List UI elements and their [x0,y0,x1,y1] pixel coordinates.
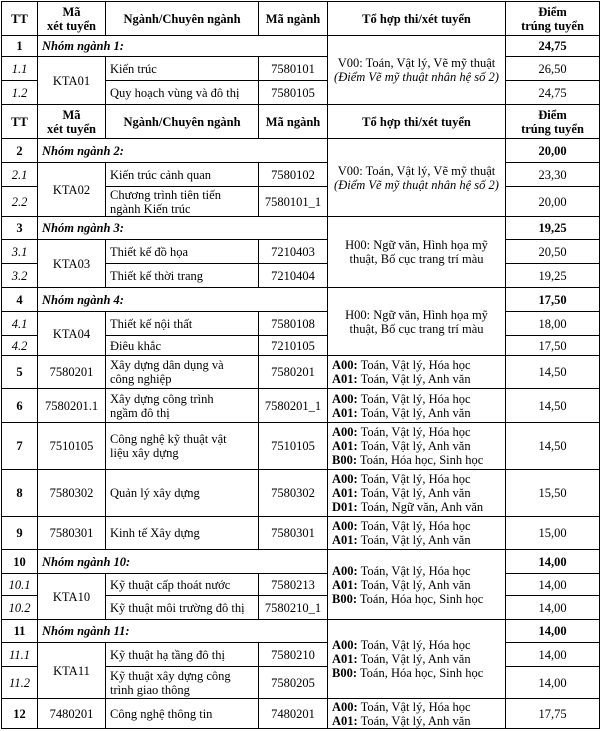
nganh-name: Kỹ thuật môi trường đô thị [106,596,259,620]
nganh-name: Thiết kế nội thất [106,312,259,336]
table-row [2,57,600,81]
combo-cell: H00: Ngữ văn, Hình họa mỹ thuật, Bố cục trang trí màu [328,288,506,356]
group-tt: 1 [2,36,38,57]
row-tt: 5 [2,356,38,389]
nganh-name: Xây dựng dân dụng và công nghiệp [106,356,259,389]
table-row [2,643,600,667]
ma-nganh: 7580102 [259,163,328,187]
nganh-name: Kiến trúc [106,57,259,81]
ma-nganh: 7580301 [259,517,328,550]
table-row [2,240,600,264]
header-tt: TT [2,2,38,36]
group-tt: 11 [2,620,38,643]
group-score: 14,00 [506,550,600,574]
group-score: 14,00 [506,620,600,643]
header-nganh: Ngành/Chuyên ngành [106,105,259,139]
sub-tt: 3.1 [2,240,38,264]
row-tt: 7 [2,423,38,470]
table-row [2,389,600,423]
group-score: 19,25 [506,217,600,240]
nganh-name: Kỹ thuật cấp thoát nước [106,574,259,596]
sub-tt: 3.2 [2,264,38,288]
ma-xet-tuyen: 7580201.1 [38,389,106,423]
score: 14,50 [506,423,600,470]
ma-xet-tuyen: KTA04 [38,312,106,356]
group-tt: 10 [2,550,38,574]
header-row-repeat [2,105,600,139]
row-tt: 12 [2,699,38,729]
header-ma-nganh: Mã ngành [259,2,328,36]
score: 26,50 [506,57,600,81]
ma-nganh: 7580201 [259,356,328,389]
group-score: 24,75 [506,36,600,57]
nganh-name: Kiến trúc cảnh quan [106,163,259,187]
ma-xet-tuyen: 7580302 [38,470,106,517]
table-row [2,470,600,517]
group-title: Nhóm ngành 10: [38,550,328,574]
score: 14,00 [506,596,600,620]
nganh-name: Công nghệ kỹ thuật vật liệu xây dựng [106,423,259,470]
score: 24,75 [506,81,600,105]
group-title: Nhóm ngành 2: [38,139,328,163]
group-title: Nhóm ngành 1: [38,36,328,57]
score: 23,30 [506,163,600,187]
group-tt: 4 [2,288,38,312]
table-row [2,312,600,336]
nganh-name: Kinh tế Xây dựng [106,517,259,550]
ma-nganh: 7210403 [259,240,328,264]
score: 20,00 [506,187,600,217]
combo-cell: A00: Toán, Vật lý, Hóa học A01: Toán, Vật lý, Anh văn [328,389,506,423]
group-row [2,288,600,312]
combo-cell: A00: Toán, Vật lý, Hóa học A01: Toán, Vật lý, Anh văn B00: Toán, Hóa học, Sinh học [328,423,506,470]
ma-nganh: 7580201_1 [259,389,328,423]
ma-xet-tuyen: KTA11 [38,643,106,699]
ma-nganh: 7580105 [259,81,328,105]
sub-tt: 4.1 [2,312,38,336]
score: 19,25 [506,264,600,288]
header-diem: Điểm trúng tuyển [506,105,600,139]
header-diem: Điểm trúng tuyển [506,2,600,36]
nganh-name: Điêu khắc [106,336,259,356]
combo-cell: A00: Toán, Vật lý, Hóa học A01: Toán, Vật lý, Anh văn B00: Toán, Hóa học, Sinh học [328,620,506,699]
sub-tt: 10.2 [2,596,38,620]
table-row [2,574,600,596]
combo-cell: A00: Toán, Vật lý, Hóa học A01: Toán, Vật lý, Anh văn [328,699,506,729]
group-score: 17,50 [506,288,600,312]
table-row [2,517,600,550]
sub-tt: 11.1 [2,643,38,667]
score: 14,00 [506,574,600,596]
ma-nganh: 7580210_1 [259,596,328,620]
score: 14,50 [506,389,600,423]
row-tt: 6 [2,389,38,423]
score: 17,50 [506,336,600,356]
score: 20,50 [506,240,600,264]
table-row [2,356,600,389]
score: 14,50 [506,356,600,389]
ma-nganh: 7580101 [259,57,328,81]
combo-cell: H00: Ngữ văn, Hình họa mỹ thuật, Bố cục trang trí màu [328,217,506,288]
header-ma-xet-tuyen: Mã xét tuyển [38,105,106,139]
row-tt: 8 [2,470,38,517]
ma-xet-tuyen: 7510105 [38,423,106,470]
score: 17,75 [506,699,600,729]
ma-nganh: 7510105 [259,423,328,470]
ma-xet-tuyen: KTA10 [38,574,106,620]
group-row [2,36,600,57]
ma-nganh: 7580210 [259,643,328,667]
score: 14,00 [506,667,600,699]
ma-nganh: 7580101_1 [259,187,328,217]
group-title: Nhóm ngành 11: [38,620,328,643]
ma-nganh: 7580213 [259,574,328,596]
group-row [2,550,600,574]
nganh-name: Kỹ thuật xây dựng công trình giao thông [106,667,259,699]
header-tt: TT [2,105,38,139]
header-to-hop: Tổ hợp thi/xét tuyển [328,105,506,139]
score: 18,00 [506,312,600,336]
header-row [2,2,600,36]
ma-nganh: 7580302 [259,470,328,517]
ma-xet-tuyen: KTA01 [38,57,106,105]
table-row [2,163,600,187]
combo-cell: A00: Toán, Vật lý, Hóa học A01: Toán, Vật lý, Anh văn D01: Toán, Ngữ văn, Anh văn [328,470,506,517]
ma-nganh: 7210404 [259,264,328,288]
ma-nganh: 7210105 [259,336,328,356]
sub-tt: 10.1 [2,574,38,596]
header-ma-xet-tuyen: Mã xét tuyển [38,2,106,36]
row-tt: 9 [2,517,38,550]
nganh-name: Quy hoạch vùng và đô thị [106,81,259,105]
combo-cell: V00: Toán, Vật lý, Vẽ mỹ thuật (Điểm Vẽ mỹ thuật nhân hệ số 2) [328,36,506,105]
group-row [2,620,600,643]
ma-xet-tuyen: 7480201 [38,699,106,729]
combo-cell: A00: Toán, Vật lý, Hóa học A01: Toán, Vật lý, Anh văn B00: Toán, Hóa học, Sinh học [328,550,506,620]
group-title: Nhóm ngành 4: [38,288,328,312]
ma-nganh: 7480201 [259,699,328,729]
group-score: 20,00 [506,139,600,163]
ma-nganh: 7580205 [259,667,328,699]
group-row [2,139,600,163]
nganh-name: Thiết kế đồ họa [106,240,259,264]
sub-tt: 1.2 [2,81,38,105]
header-nganh: Ngành/Chuyên ngành [106,2,259,36]
sub-tt: 2.2 [2,187,38,217]
table-row [2,699,600,729]
ma-xet-tuyen: KTA03 [38,240,106,288]
ma-nganh: 7580108 [259,312,328,336]
nganh-name: Kỹ thuật hạ tầng đô thị [106,643,259,667]
ma-xet-tuyen: 7580301 [38,517,106,550]
admission-score-table [1,1,600,729]
group-tt: 2 [2,139,38,163]
sub-tt: 2.1 [2,163,38,187]
group-row [2,217,600,240]
nganh-name: Công nghệ thông tin [106,699,259,729]
group-title: Nhóm ngành 3: [38,217,328,240]
nganh-name: Thiết kế thời trang [106,264,259,288]
nganh-name: Xây dựng công trình ngầm đô thị [106,389,259,423]
header-to-hop: Tổ hợp thi/xét tuyển [328,2,506,36]
nganh-name: Quản lý xây dựng [106,470,259,517]
sub-tt: 11.2 [2,667,38,699]
combo-cell: V00: Toán, Vật lý, Vẽ mỹ thuật (Điểm Vẽ mỹ thuật nhân hệ số 2) [328,139,506,217]
sub-tt: 4.2 [2,336,38,356]
combo-cell: A00: Toán, Vật lý, Hóa học A01: Toán, Vật lý, Anh văn [328,517,506,550]
score: 14,00 [506,643,600,667]
combo-cell: A00: Toán, Vật lý, Hóa học A01: Toán, Vật lý, Anh văn [328,356,506,389]
ma-xet-tuyen: 7580201 [38,356,106,389]
ma-xet-tuyen: KTA02 [38,163,106,217]
score: 15,00 [506,517,600,550]
table-row [2,423,600,470]
sub-tt: 1.1 [2,57,38,81]
nganh-name: Chương trình tiên tiến ngành Kiến trúc [106,187,259,217]
header-ma-nganh: Mã ngành [259,105,328,139]
score: 15,50 [506,470,600,517]
group-tt: 3 [2,217,38,240]
